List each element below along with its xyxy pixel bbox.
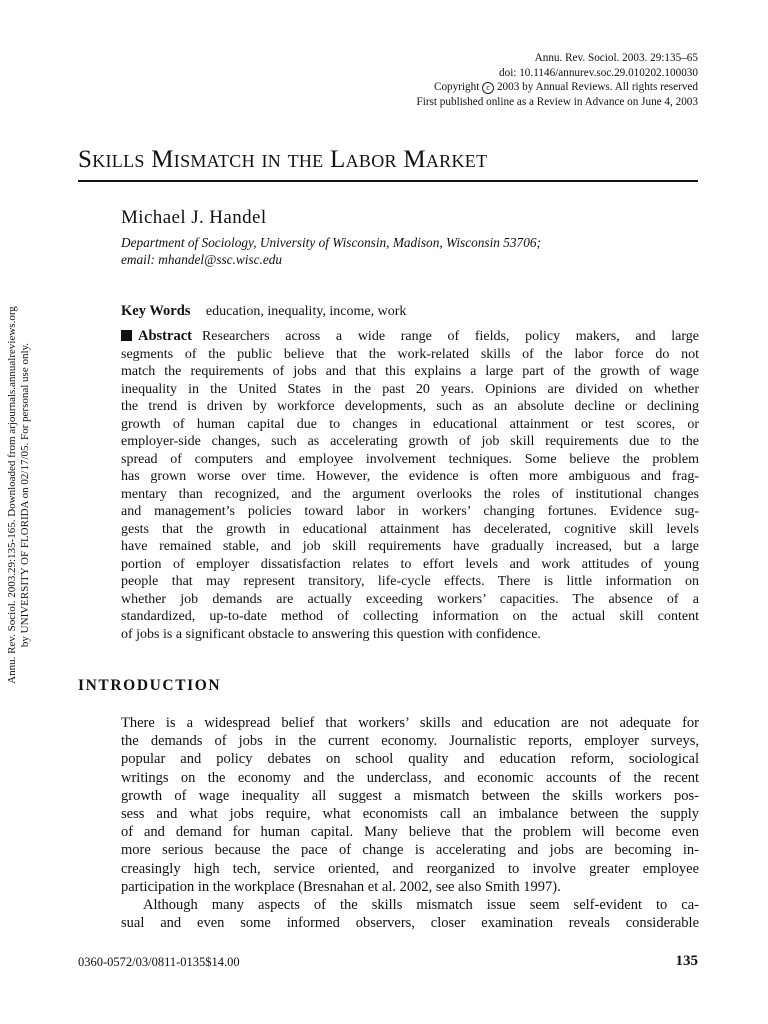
title-rule (78, 180, 698, 182)
abstract-line: of jobs is a significant obstacle to answering this question with confidence. (121, 626, 541, 642)
abstract-line (121, 328, 699, 346)
abstract-line: segments of the public believe that the work-related skills of the labor force do not (121, 346, 699, 362)
author-name: Michael J. Handel (121, 207, 267, 228)
introduction-line: the demands of jobs in the current economy. Journalistic reports, employer surveys, (121, 733, 699, 750)
journal-header (416, 51, 698, 109)
download-notice-line-2: by UNIVERSITY OF FLORIDA on 02/17/05. For personal use only. (19, 342, 31, 648)
abstract-line: match the requirements of jobs and that this explains a large part of the growth of wage (121, 364, 699, 379)
abstract-line: employer-side changes, such as accelerating growth of job skill requirements due to the (121, 434, 699, 449)
download-notice (6, 285, 32, 705)
author-affiliation: Department of Sociology, University of Wisconsin, Madison, Wisconsin 53706; (121, 235, 541, 250)
introduction-line: growth of wage inequality all suggest a mismatch between the skills workers pos- (121, 787, 699, 804)
abstract-line: and management’s policies toward labor in workers’ changing fortunes. Evidence sug- (121, 504, 699, 519)
author-email: email: mhandel@ssc.wisc.edu (121, 252, 283, 267)
introduction-line: There is a widespread belief that workers’ skills and education are not adequate for (121, 715, 699, 731)
abstract-line-text: Researchers across a wide range of fields, policy makers, and large (201, 329, 699, 344)
abstract-line: people that may represent transitory, life-cycle effects. There is little information on (121, 574, 699, 589)
copyright-suffix: 2003 by Annual Reviews. All rights reserved (496, 81, 698, 94)
citation-line: Annu. Rev. Sociol. 2003. 29:135–65 (534, 52, 698, 64)
introduction-line: sess and what jobs require, what economists call an imbalance between the supply (121, 806, 699, 823)
keywords (121, 303, 406, 320)
introduction-line: sual and even some informed observers, closer examination reveals considerable (121, 915, 699, 932)
copyright-icon: c (482, 82, 494, 94)
abstract-line: inequality in the United States in the past 20 years. Opinions are divided on whether (121, 381, 699, 397)
abstract (121, 328, 699, 643)
article-code: 0360-0572/03/0811-0135$14.00 (78, 955, 240, 969)
introduction-line: participation in the workplace (Bresnahan et al. 2002, see also Smith 1997). (121, 878, 561, 895)
introduction-line: creasingly high tech, service oriented, and reorganized to involve greater employee (121, 860, 699, 877)
introduction-body (121, 714, 699, 932)
abstract-line: growth of human capital due to changes in educational attainment or test scores, or (121, 416, 699, 432)
page-number: 135 (675, 953, 698, 969)
introduction-line: popular and policy debates on school quality and education reform, sociological (121, 751, 699, 768)
introduction-line: of and demand for human capital. Many believe that the problem will become even (121, 824, 699, 841)
abstract-line: whether job demands are actually exceeding workers’ capacities. The absence of a (121, 591, 699, 607)
published-line: First published online as a Review in Advance on June 4, 2003 (416, 95, 698, 108)
abstract-line: the trend is driven by workforce developments, such as an absolute decline or declining (121, 399, 699, 414)
abstract-line: standardized, up-to-date method of collecting information on the actual skill content (121, 609, 699, 624)
abstract-line: mentary than recognized, and the argument overlooks the roles of institutional changes (121, 486, 699, 502)
download-notice-line-1: Annu. Rev. Sociol. 2003.29:135-165. Downloaded from arjournals.annualreviews.org (6, 306, 18, 684)
abstract-line: gests that the growth in educational attainment has decelerated, cognitive skill levels (121, 521, 699, 537)
abstract-line: spread of computers and employee involvement techniques. Some believe the problem (121, 451, 699, 467)
abstract-line: portion of employer dissatisfaction relates to effort levels and work attitudes of young (121, 556, 699, 572)
abstract-label: Abstract (138, 328, 192, 344)
copyright-line (416, 80, 698, 95)
section-heading-introduction: INTRODUCTION (78, 677, 222, 694)
article-title: Skills Mismatch in the Labor Market (78, 146, 488, 173)
keywords-value: education, inequality, income, work (205, 304, 407, 319)
keywords-label: Key Words (121, 303, 191, 319)
introduction-line: more serious because the pace of change is accelerating and jobs are becoming in- (121, 842, 699, 859)
abstract-square-icon (121, 330, 132, 341)
introduction-line: writings on the economy and the underclass, and economic accounts of the recent (121, 769, 699, 786)
introduction-line: Although many aspects of the skills mismatch issue seem self-evident to ca- (143, 897, 699, 914)
abstract-line: has grown worse over time. However, the evidence is often more ambiguous and frag- (121, 469, 699, 484)
doi-line: doi: 10.1146/annurev.soc.29.010202.100030 (499, 66, 698, 79)
abstract-line: have remained stable, and job skill requirements have gradually increased, but a large (121, 539, 699, 554)
author-affiliation-block (121, 234, 541, 268)
copyright-prefix: Copyright (433, 81, 480, 94)
